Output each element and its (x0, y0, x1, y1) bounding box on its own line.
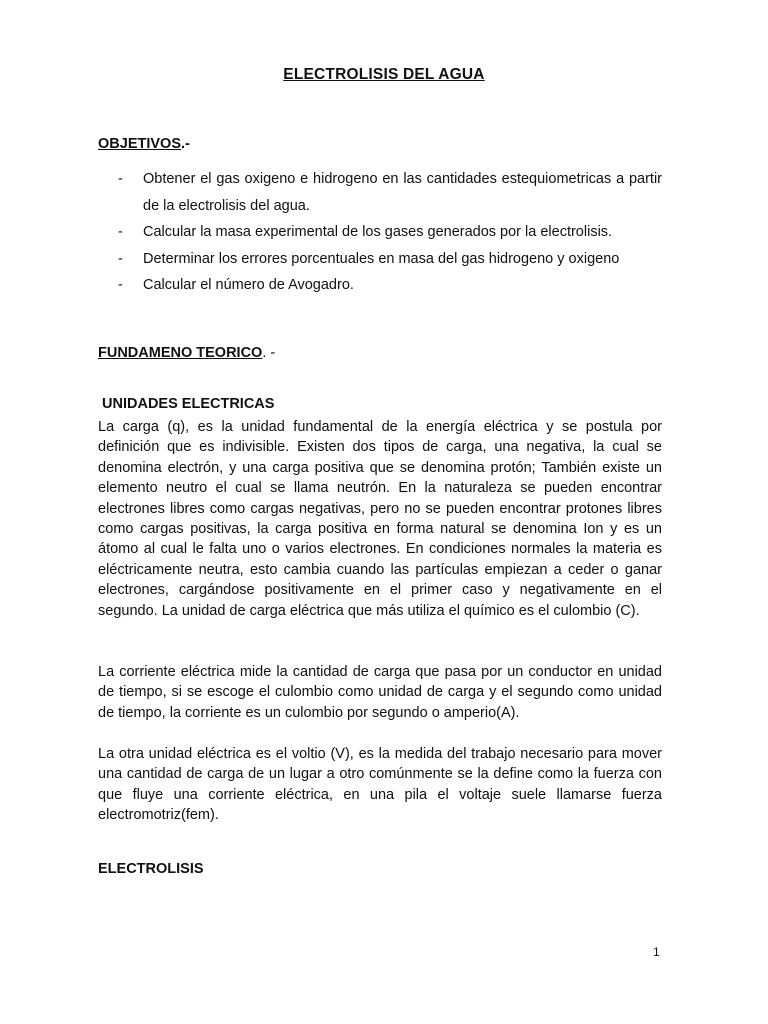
objetivos-list (98, 166, 662, 299)
objetivo-item (98, 219, 662, 246)
list-dash: - (118, 171, 123, 187)
paragraph-corriente: La corriente eléctrica mide la cantidad de carga que pasa por un conductor en unidad de tiempo, si se escoge el culombio como unidad de carga y el segundo como unidad de tiempo, la corriente es un culombio por segundo o amperio(A). (98, 664, 662, 721)
fundamento-heading-suffix: . - (262, 345, 276, 361)
objetivo-text: Obtener el gas oxigeno e hidrogeno en las cantidades estequiometricas a partir de la electrolisis del agua. (143, 171, 662, 214)
fundamento-heading (98, 345, 275, 361)
objetivo-text: Determinar los errores porcentuales en masa del gas hidrogeno y oxigeno (143, 250, 620, 267)
electrolisis-heading: ELECTROLISIS (98, 861, 204, 877)
paragraph-carga: La carga (q), es la unidad fundamental de la energía eléctrica y se postula por definición que es indivisible. Existen dos tipos de carga, una negativa, la cual se denomina electrón, y una carga positiva que se denomina protón; También existe un elemento neutro el cual se llama neutrón. En la naturaleza se pueden encontrar electrones libres como cargas negativas, pero no se pueden encontrar protones libres como cargas positivas, la carga positiva en forma natural se denomina Ion y es un átomo al cual le falta uno o varios electrones. En condiciones normales la materia es eléctricamente neutra, esto cambia cuando las partículas empiezan a ceder o ganar electrones, cargándose positivamente en el primer caso y negativamente en el segundo. La unidad de carga eléctrica que más utiliza el químico es el culombio (C). (98, 419, 662, 619)
page-number: 1 (653, 945, 660, 959)
objetivo-text: Calcular la masa experimental de los gases generados por la electrolisis. (143, 224, 613, 240)
objetivo-text: Calcular el número de Avogadro. (143, 277, 354, 293)
objetivos-heading-text: OBJETIVOS (98, 136, 181, 152)
objetivo-item (98, 246, 662, 273)
objetivo-item (98, 272, 662, 299)
list-dash: - (118, 277, 123, 293)
objetivo-item (98, 166, 662, 219)
list-dash: - (118, 224, 123, 240)
fundamento-heading-text: FUNDAMENO TEORICO (98, 345, 263, 361)
paragraph-voltio: La otra unidad eléctrica es el voltio (V), es la medida del trabajo necesario para mover una cantidad de carga de un lugar a otro comúnmente se la define como la fuerza con que fluye una corriente eléctrica, en una pila el voltaje suele llamarse fuerza electromotriz(fem). (98, 746, 662, 824)
objetivos-heading-suffix: .- (181, 136, 190, 152)
document-title: ELECTROLISIS DEL AGUA (283, 66, 485, 83)
objetivos-heading (98, 136, 190, 152)
list-dash: - (118, 250, 123, 267)
unidades-electricas-heading: UNIDADES ELECTRICAS (98, 396, 275, 412)
